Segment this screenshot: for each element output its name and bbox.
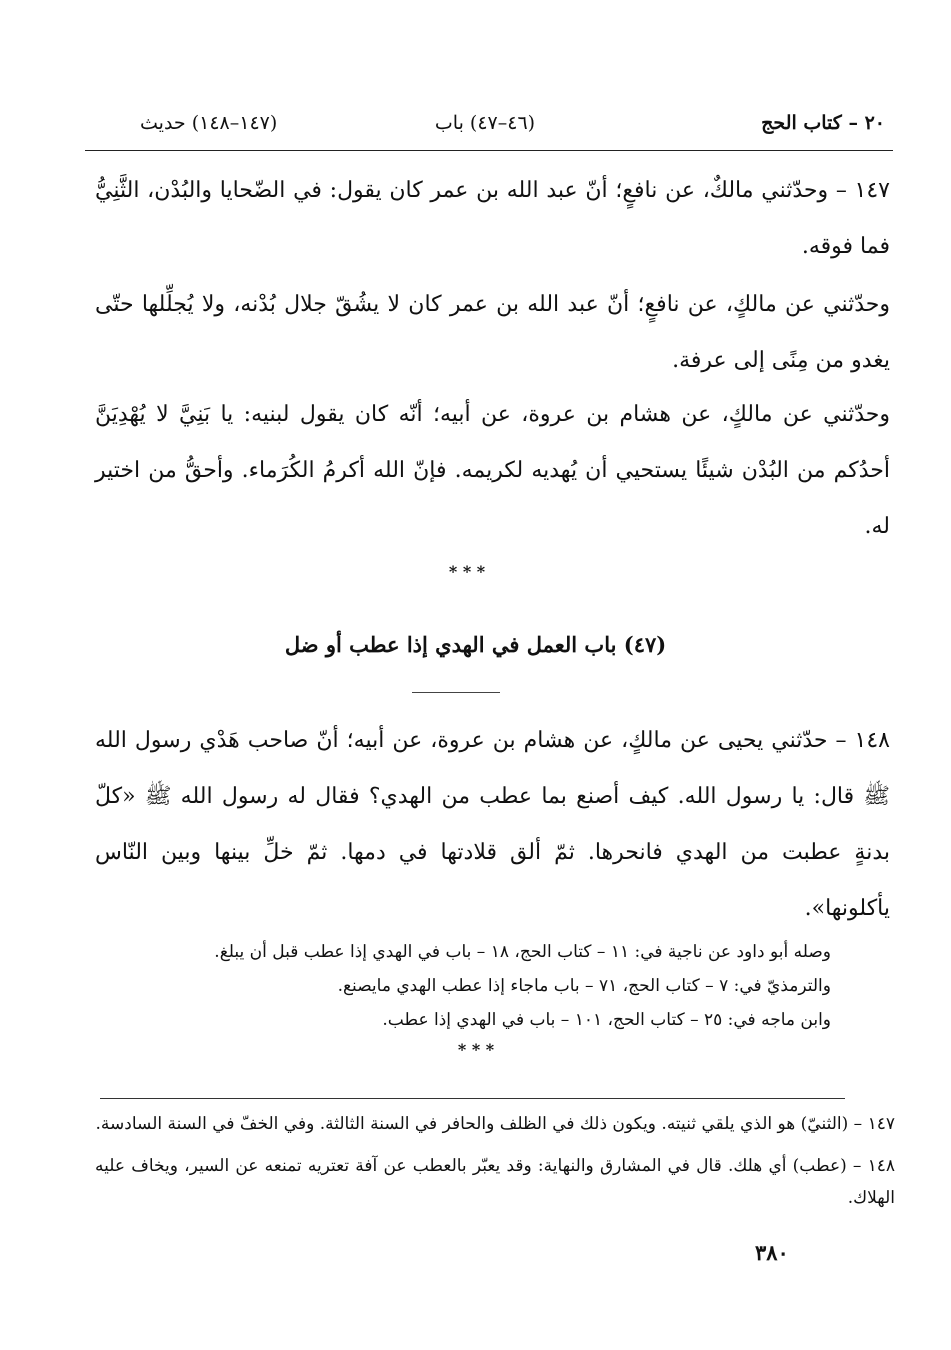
header-book-title: ٢٠ – كتاب الحج bbox=[761, 112, 885, 134]
hadith-147-third-text: وحدّثني عن مالكٍ، عن هشام بن عروة، عن أبيه؛ أنّه كان يقول لبنيه: يا بَنِيَّ لا يُهْدِيَنَّ أحدُكم من البُدْن شيئًا يستحيي أن يُهديه لكريمه. فإنّ الله أكرمُ الكُرَماء. وأحقُّ من اختير له. bbox=[95, 402, 890, 539]
source-line: وابن ماجه في: ٢٥ – كتاب الحج، ١٠١ – باب في الهدي إذا عطب. bbox=[382, 1010, 831, 1030]
chapter-rule bbox=[412, 692, 500, 693]
section-separator: * * * bbox=[457, 1040, 495, 1059]
hadith-147-second-text: وحدّثني عن مالكٍ، عن نافعٍ؛ أنّ عبد الله بن عمر كان لا يشُقّ جلال بُدْنه، ولا يُجلِّلها حتّى يغدو من مِنًى إلى عرفة. bbox=[95, 292, 890, 373]
footnote-147: ١٤٧ – (الثنيّ) هو الذي يلقي ثنيته. ويكون ذلك في الظلف والحافر في السنة الثالثة. وفي الخفّ في السنة السادسة. bbox=[95, 1114, 895, 1134]
header-hadith-range: (١٤٧–١٤٨) حديث bbox=[140, 112, 278, 134]
hadith-148-text: ١٤٨ – حدّثني يحيى عن مالكٍ، عن هشام بن عروة، عن أبيه؛ أنّ صاحب هَدْي رسول الله ﷺ قال: يا رسول الله. كيف أصنع بما عطب من الهدي؟ فقال له رسول الله ﷺ «كلّ بدنةٍ عطبت من الهدي فانحرها. ثمّ ألق قلادتها في دمها. ثمّ خلِّ بينها وبين النّاس يأكلونها». bbox=[95, 728, 890, 921]
source-line: والترمذيّ في: ٧ – كتاب الحج، ٧١ – باب ماجاء إذا عطب الهدي مايصنع. bbox=[337, 976, 831, 996]
source-line: وصله أبو داود عن ناجية في: ١١ – كتاب الحج، ١٨ – باب في الهدي إذا عطب قبل أن يبلغ. bbox=[214, 942, 831, 962]
footnote-rule bbox=[100, 1098, 845, 1099]
header-chapter-range: (٤٦–٤٧) باب bbox=[434, 112, 536, 134]
footnote-148: ١٤٨ – (عطب) أي هلك. قال في المشارق والنهاية: وقد يعبّر بالعطب عن آفة تعتريه تمنعه عن السير، ويخاف عليه الهلاك. bbox=[95, 1156, 895, 1208]
hadith-147-text: ١٤٧ – وحدّثني مالكٌ، عن نافعٍ؛ أنّ عبد الله بن عمر كان يقول: في الضّحايا والبُدْن، الثَّنِيُّ فما فوقه. bbox=[95, 178, 890, 259]
chapter-title: (٤٧) باب العمل في الهدي إذا عطب أو ضل bbox=[284, 632, 667, 657]
section-separator: * * * bbox=[448, 562, 486, 581]
page-number: ٣٨٠ bbox=[755, 1240, 789, 1265]
running-header bbox=[85, 112, 885, 148]
header-rule bbox=[85, 150, 893, 151]
